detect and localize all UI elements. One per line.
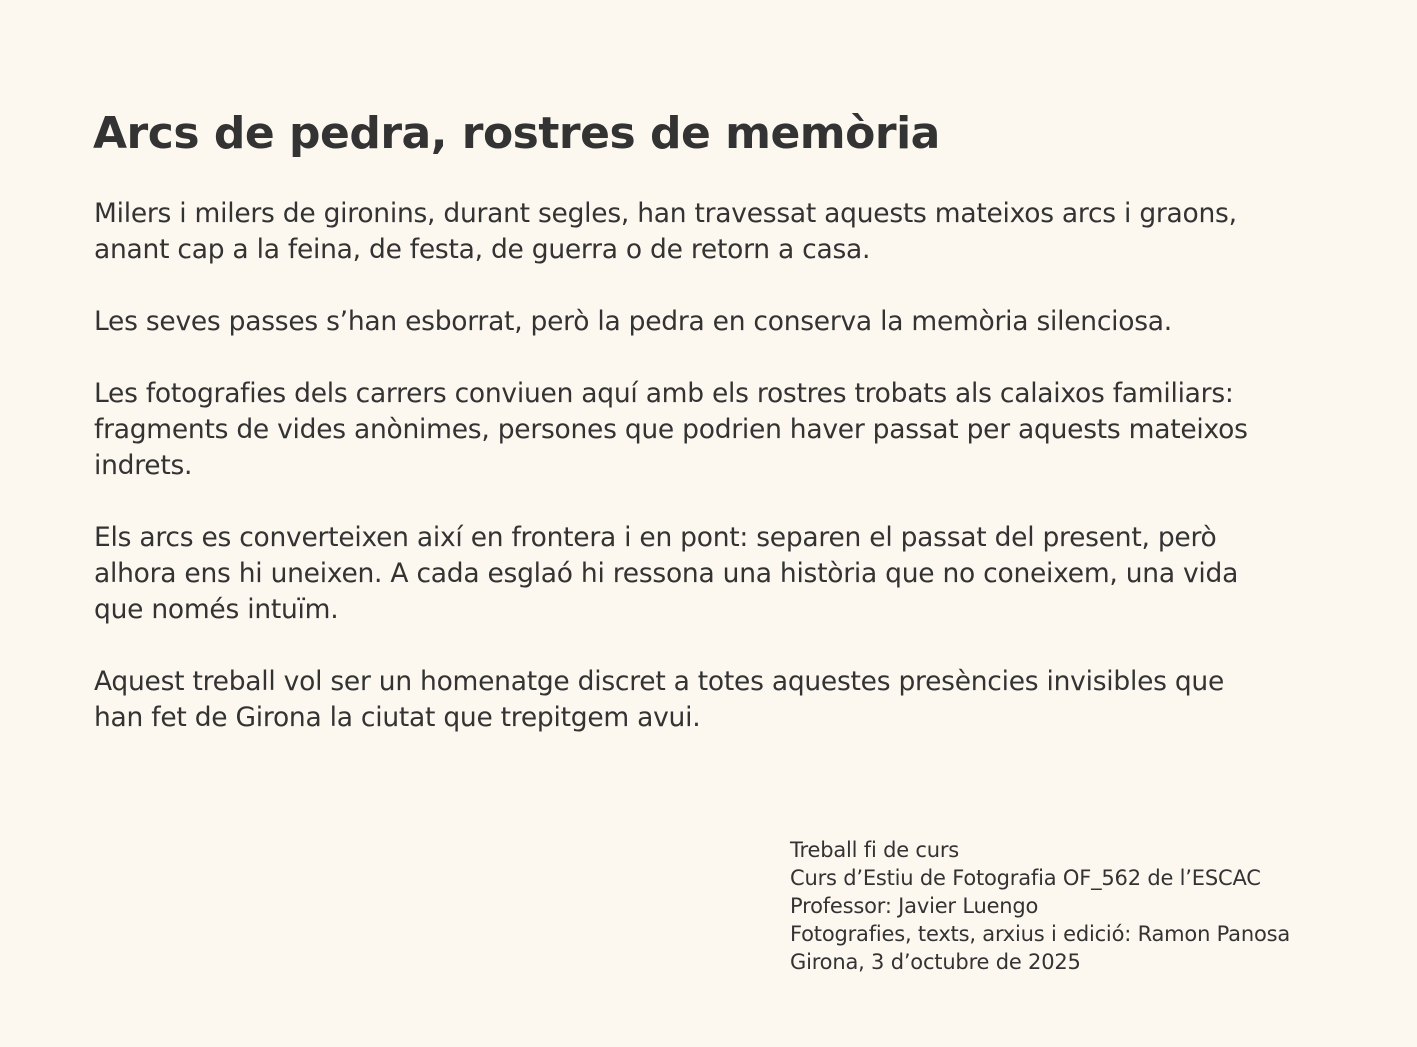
paragraph-line: fragments de vides anònimes, persones que podrien haver passat per aquests mateixos [94,414,1248,445]
page-title: Arcs de pedra, rostres de memòria [93,108,940,159]
colophon-line-course-work: Treball fi de curs [790,838,960,862]
colophon-line-professor: Professor: Javier Luengo [790,894,1039,918]
paragraph-3 [94,376,1354,484]
paragraph-line: Milers i milers de gironins, durant segles, han travessat aquests mateixos arcs i graons, [94,198,1237,229]
paragraph-1 [94,196,1354,268]
paragraph-line: Aquest treball vol ser un homenatge discret a totes aquestes presències invisibles que [94,666,1225,697]
paragraph-5 [94,664,1354,736]
colophon-line-credits: Fotografies, texts, arxius i edició: Ramon Panosa [790,922,1291,946]
paragraph-line: Les seves passes s’han esborrat, però la pedra en conserva la memòria silenciosa. [94,306,1172,337]
paragraph-line: han fet de Girona la ciutat que trepitgem avui. [94,702,701,733]
colophon-line-date: Girona, 3 d’octubre de 2025 [790,950,1081,974]
paragraph-line: que només intuïm. [94,594,339,625]
colophon [790,836,1290,976]
paragraph-line: Les fotografies dels carrers conviuen aquí amb els rostres trobats als calaixos familiars: [94,378,1234,409]
paragraph-line: anant cap a la feina, de festa, de guerra o de retorn a casa. [94,234,871,265]
body-text [94,196,1354,772]
paragraph-2 [94,304,1354,340]
paragraph-line: indrets. [94,450,193,481]
paragraph-4 [94,520,1354,628]
colophon-line-course: Curs d’Estiu de Fotografia OF_562 de l’ESCAC [790,866,1261,890]
paragraph-line: Els arcs es converteixen així en frontera i en pont: separen el passat del present, però [94,522,1217,553]
paragraph-line: alhora ens hi uneixen. A cada esglaó hi ressona una història que no coneixem, una vida [94,558,1239,589]
